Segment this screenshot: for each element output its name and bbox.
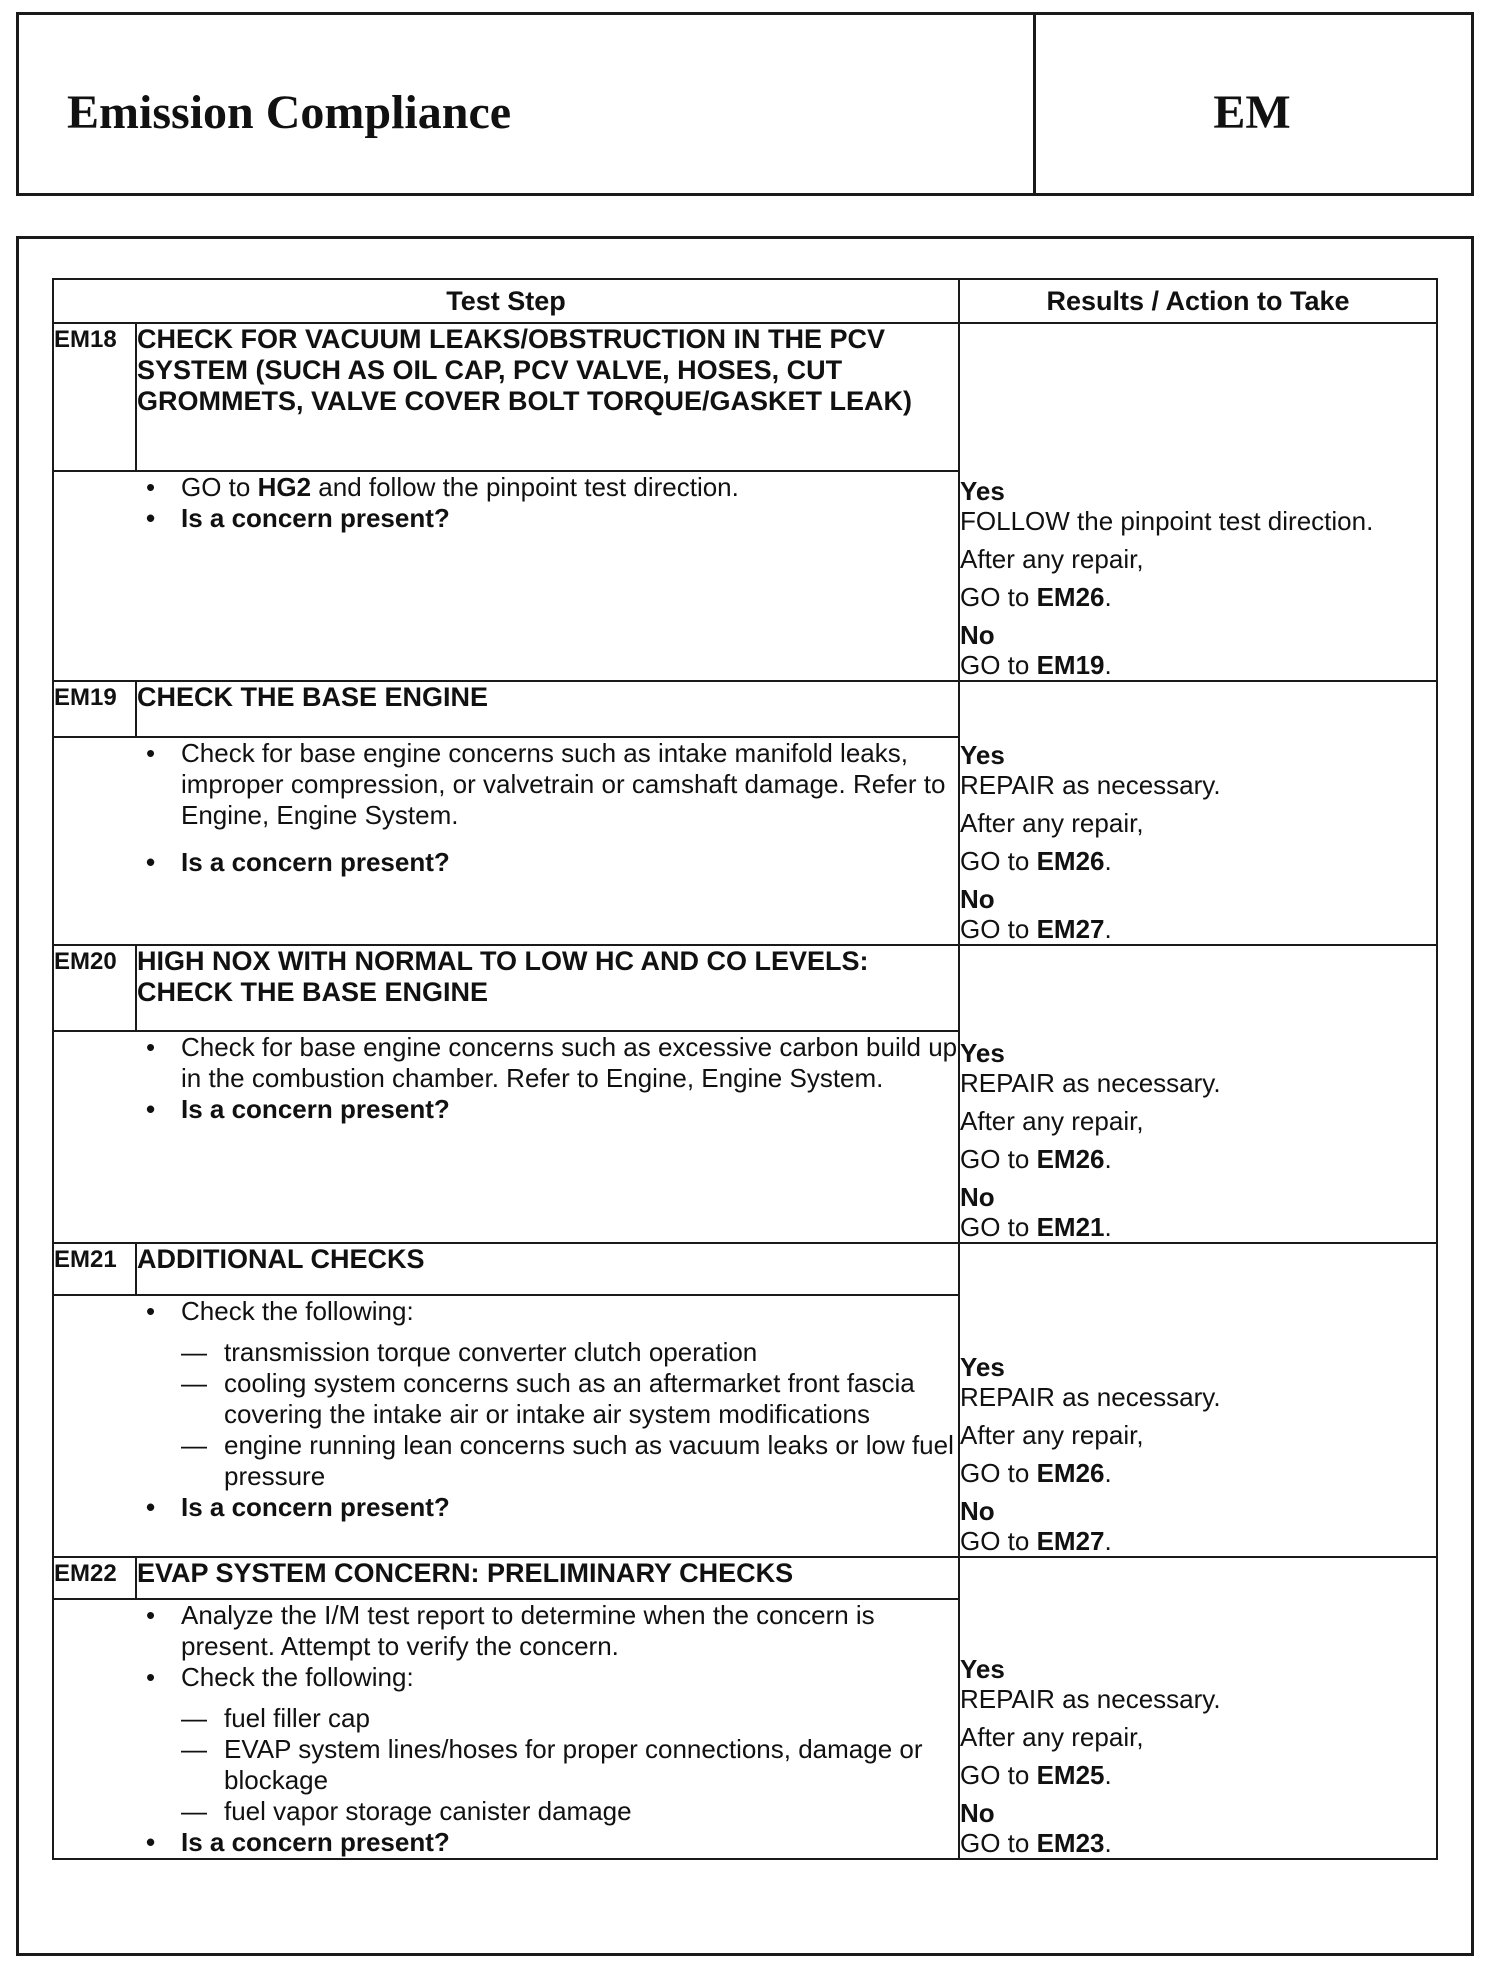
step-id: EM18 <box>53 323 136 471</box>
no-target: EM27 <box>1036 1526 1105 1556</box>
step-title-row <box>53 681 1437 737</box>
page-title: Emission Compliance <box>67 86 512 139</box>
no-label: No <box>960 1798 995 1828</box>
check-item: — engine running lean concerns such as vacuum leaks or low fuel pressure <box>181 1430 958 1492</box>
step-result: Yes FOLLOW the pinpoint test direction. After any repair, GO to EM26. No GO to EM19. <box>959 323 1437 681</box>
step-result: Yes REPAIR as necessary. After any repair, GO to EM26. No GO to EM27. <box>959 681 1437 945</box>
no-label: No <box>960 620 995 650</box>
step-id: EM20 <box>53 945 136 1031</box>
step-title: HIGH NOX WITH NORMAL TO LOW HC AND CO LEVELS: CHECK THE BASE ENGINE <box>136 945 959 1031</box>
goto-text: GO to <box>960 1144 1030 1174</box>
check-item: — EVAP system lines/hoses for proper connections, damage or blockage <box>181 1734 958 1796</box>
yes-label: Yes <box>960 1038 1005 1068</box>
test-reference: HG2 <box>257 472 312 502</box>
step-id-spacer <box>53 737 136 945</box>
no-target: EM21 <box>1036 1212 1105 1242</box>
goto-text: GO to <box>960 914 1030 944</box>
after-repair: After any repair, <box>960 544 1144 574</box>
no-label: No <box>960 1182 995 1212</box>
question-item: • Is a concern present? <box>136 847 958 878</box>
goto-text: GO to <box>960 846 1030 876</box>
step-result: Yes REPAIR as necessary. After any repair, GO to EM26. No GO to EM21. <box>959 945 1437 1243</box>
table-header-row <box>53 279 1437 323</box>
goto-text: GO to <box>960 1458 1030 1488</box>
no-target: EM19 <box>1036 650 1105 680</box>
yes-action: REPAIR as necessary. <box>960 1068 1221 1098</box>
step-title-row <box>53 945 1437 1031</box>
check-item: — transmission torque converter clutch operation <box>181 1337 958 1368</box>
step-id-spacer <box>53 1295 136 1557</box>
instruction-item: • Check the following: — fuel filler cap — EVAP system lines/hoses for proper connections, damage or blockage — fuel vapor storage canister damage <box>136 1662 958 1827</box>
no-label: No <box>960 1496 995 1526</box>
col-header-test-step: Test Step <box>53 279 959 323</box>
step-id-spacer <box>53 1031 136 1243</box>
instruction-item: • Check the following: — transmission torque converter clutch operation — cooling system concerns such as an aftermarket front fascia covering the intake air or intake air system modifications — engine running lean concerns such as vacuum leaks or low fuel pressure <box>136 1296 958 1492</box>
yes-action: REPAIR as necessary. <box>960 1684 1221 1714</box>
instruction-item: • Check for base engine concerns such as excessive carbon build up in the combustion chamber. Refer to Engine, Engine System. <box>136 1032 958 1094</box>
step-body <box>136 1031 959 1243</box>
yes-label: Yes <box>960 1654 1005 1684</box>
check-item: — cooling system concerns such as an aftermarket front fascia covering the intake air or intake air system modifications <box>181 1368 958 1430</box>
yes-target: EM26 <box>1036 1458 1105 1488</box>
step-body <box>136 1295 959 1557</box>
goto-text: GO to <box>960 582 1030 612</box>
step-title: CHECK THE BASE ENGINE <box>136 681 959 737</box>
yes-action: FOLLOW the pinpoint test direction. <box>960 506 1374 536</box>
goto-text: GO to <box>960 1760 1030 1790</box>
yes-target: EM26 <box>1036 582 1105 612</box>
yes-label: Yes <box>960 1352 1005 1382</box>
instruction-item: • Analyze the I/M test report to determine when the concern is present. Attempt to verify the concern. <box>136 1600 958 1662</box>
step-id-spacer <box>53 471 136 681</box>
check-list <box>181 1703 958 1827</box>
check-item: — fuel filler cap <box>181 1703 958 1734</box>
step-body <box>136 1599 959 1859</box>
question-item: • Is a concern present? <box>136 503 958 534</box>
question-item: • Is a concern present? <box>136 1492 958 1523</box>
yes-target: EM25 <box>1036 1760 1105 1790</box>
goto-text: GO to <box>960 1526 1030 1556</box>
after-repair: After any repair, <box>960 808 1144 838</box>
step-title: EVAP SYSTEM CONCERN: PRELIMINARY CHECKS <box>136 1557 959 1599</box>
question-item: • Is a concern present? <box>136 1827 958 1858</box>
after-repair: After any repair, <box>960 1420 1144 1450</box>
diagnostic-table <box>52 278 1438 1860</box>
after-repair: After any repair, <box>960 1722 1144 1752</box>
step-title-row <box>53 1557 1437 1599</box>
question-item: • Is a concern present? <box>136 1094 958 1125</box>
check-list <box>181 1337 958 1492</box>
check-item: — fuel vapor storage canister damage <box>181 1796 958 1827</box>
page-header <box>16 12 1474 196</box>
step-id-spacer <box>53 1599 136 1859</box>
instruction-item: • Check for base engine concerns such as intake manifold leaks, improper compression, or valvetrain or camshaft damage. Refer to Engine, Engine System. <box>136 738 958 831</box>
goto-text: GO to <box>960 650 1030 680</box>
section-code: EM <box>1213 86 1291 139</box>
no-target: EM23 <box>1036 1828 1105 1858</box>
yes-target: EM26 <box>1036 1144 1105 1174</box>
step-result: Yes REPAIR as necessary. After any repair, GO to EM25. No GO to EM23. <box>959 1557 1437 1859</box>
step-id: EM19 <box>53 681 136 737</box>
yes-action: REPAIR as necessary. <box>960 770 1221 800</box>
step-title-row <box>53 1243 1437 1295</box>
yes-action: REPAIR as necessary. <box>960 1382 1221 1412</box>
instruction-item: • GO to HG2 and follow the pinpoint test direction. <box>136 472 958 503</box>
yes-label: Yes <box>960 476 1005 506</box>
step-title-row <box>53 323 1437 471</box>
col-header-results: Results / Action to Take <box>959 279 1437 323</box>
after-repair: After any repair, <box>960 1106 1144 1136</box>
step-id: EM22 <box>53 1557 136 1599</box>
step-body <box>136 471 959 681</box>
goto-text: GO to <box>960 1828 1030 1858</box>
no-label: No <box>960 884 995 914</box>
no-target: EM27 <box>1036 914 1105 944</box>
yes-label: Yes <box>960 740 1005 770</box>
step-id: EM21 <box>53 1243 136 1295</box>
step-title: CHECK FOR VACUUM LEAKS/OBSTRUCTION IN THE PCV SYSTEM (SUCH AS OIL CAP, PCV VALVE, HOSES, CUT GROMMETS, VALVE COVER BOLT TORQUE/GASKET LEAK) <box>136 323 959 471</box>
step-body <box>136 737 959 945</box>
step-result: Yes REPAIR as necessary. After any repair, GO to EM26. No GO to EM27. <box>959 1243 1437 1557</box>
goto-text: GO to <box>960 1212 1030 1242</box>
step-title: ADDITIONAL CHECKS <box>136 1243 959 1295</box>
yes-target: EM26 <box>1036 846 1105 876</box>
